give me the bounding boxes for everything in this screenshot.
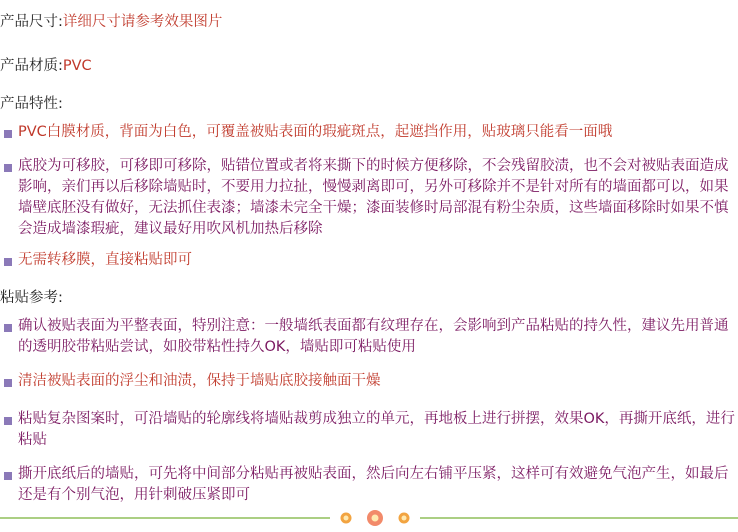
feature-text: 底胶为可移胶，可移即可移除，贴错位置或者将来撕下的时候方便移除，不会残留胶渍，也不会对被贴表面造成影响，亲们再以后移除墙贴时，不要用力拉扯，慢慢剥离即可，另外可移除并不是针对所有的墙面都可以，如果墙壁底胚没有做好，无法抓住表漆；墙漆未完全干燥；漆面装修时局部混有粉尘杂质，这些墙面移除时如果不慎会造成墙漆瑕疵，建议最好用吹风机加热后移除 xyxy=(18,158,729,237)
bullet-icon xyxy=(4,164,12,172)
tips-heading xyxy=(0,287,63,309)
material-value: PVC xyxy=(62,58,92,74)
tip-text: 撕开底纸后的墙贴，可先将中间部分粘贴再被贴表面，然后向左右铺平压紧，这样可有效避免气泡产生，如最后还是有个别气泡，用针刺破压紧即可 xyxy=(18,466,729,503)
bullet-icon xyxy=(4,472,12,480)
features-label: 产品特性: xyxy=(0,96,63,112)
size-row xyxy=(0,11,222,33)
size-label: 产品尺寸: xyxy=(0,14,63,30)
bullet-icon xyxy=(4,324,12,332)
bullet-icon xyxy=(4,258,12,266)
material-label: 产品材质: xyxy=(0,58,63,74)
bullet-icon xyxy=(4,379,12,387)
tip-text: 粘贴复杂图案时，可沿墙贴的轮廓线将墙贴裁剪成独立的单元，再地板上进行拼摆，效果OK，再撕开底纸，进行粘贴 xyxy=(18,411,735,448)
feature-item-3 xyxy=(0,250,735,271)
tip-text: 清洁被贴表面的浮尘和油渍，保持于墙贴底胶接触面干燥 xyxy=(18,373,381,389)
feature-item-2 xyxy=(0,156,735,240)
feature-text: 无需转移膜，直接粘贴即可 xyxy=(18,252,192,268)
feature-item-1 xyxy=(0,122,735,143)
flower-divider xyxy=(0,498,738,532)
feature-text: PVC白膜材质，背面为白色，可覆盖被贴表面的瑕疵斑点，起遮挡作用，贴玻璃只能看一面哦 xyxy=(18,124,613,140)
bullet-icon xyxy=(4,130,12,138)
tip-item-3 xyxy=(0,409,735,451)
flower-icon xyxy=(367,510,383,526)
tip-item-2 xyxy=(0,371,735,392)
features-heading xyxy=(0,93,63,115)
material-row xyxy=(0,55,92,77)
tips-label: 粘贴参考: xyxy=(0,290,63,306)
size-value: 详细尺寸请参考效果图片 xyxy=(62,14,223,30)
flower-icon xyxy=(341,513,352,524)
tip-text: 确认被贴表面为平整表面，特别注意：一般墙纸表面都有纹理存在，会影响到产品粘贴的持久性，建议先用普通的透明胶带粘贴尝试，如胶带粘性持久OK，墙贴即可粘贴使用 xyxy=(18,318,729,355)
flower-icon xyxy=(399,513,410,524)
tip-item-1 xyxy=(0,316,735,358)
bullet-icon xyxy=(4,417,12,425)
